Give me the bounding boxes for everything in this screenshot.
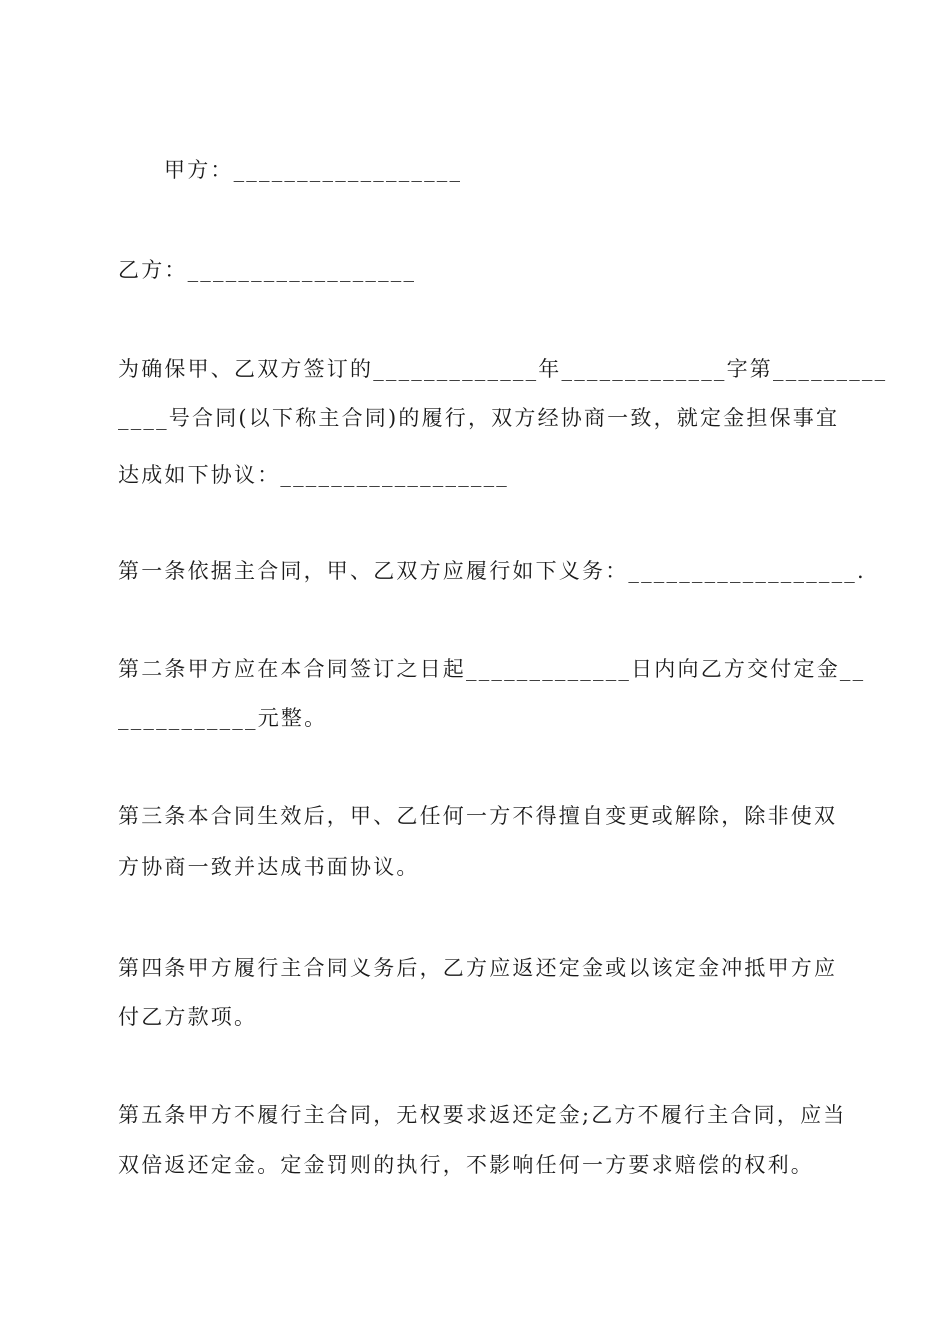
article-2-line-2: ___________元整。: [118, 706, 328, 730]
article-2-line-1: 第二条甲方应在本合同签订之日起_____________日内向乙方交付定金__: [118, 657, 866, 681]
article-4-line-2: 付乙方款项。: [118, 1005, 258, 1029]
article-5-line-1: 第五条甲方不履行主合同，无权要求返还定金;乙方不履行主合同，应当: [118, 1103, 847, 1127]
article-1-line-1: 第一条依据主合同，甲、乙双方应履行如下义务：__________________.: [118, 559, 866, 583]
party-a-line: 甲方：__________________: [164, 158, 463, 182]
article-5-line-2: 双倍返还定金。定金罚则的执行，不影响任何一方要求赔偿的权利。: [118, 1153, 814, 1177]
party-b-line: 乙方：__________________: [118, 258, 417, 282]
preamble-line-3: 达成如下协议：__________________: [118, 463, 509, 487]
article-3-line-1: 第三条本合同生效后，甲、乙任何一方不得擅自变更或解除，除非使双: [118, 804, 838, 828]
article-4-line-1: 第四条甲方履行主合同义务后，乙方应返还定金或以该定金冲抵甲方应: [118, 956, 838, 980]
preamble-line-2: ____号合同(以下称主合同)的履行，双方经协商一致，就定金担保事宜: [118, 406, 840, 430]
preamble-line-1: 为确保甲、乙双方签订的_____________年_____________字第_________: [118, 357, 888, 381]
article-3-line-2: 方协商一致并达成书面协议。: [118, 855, 420, 879]
